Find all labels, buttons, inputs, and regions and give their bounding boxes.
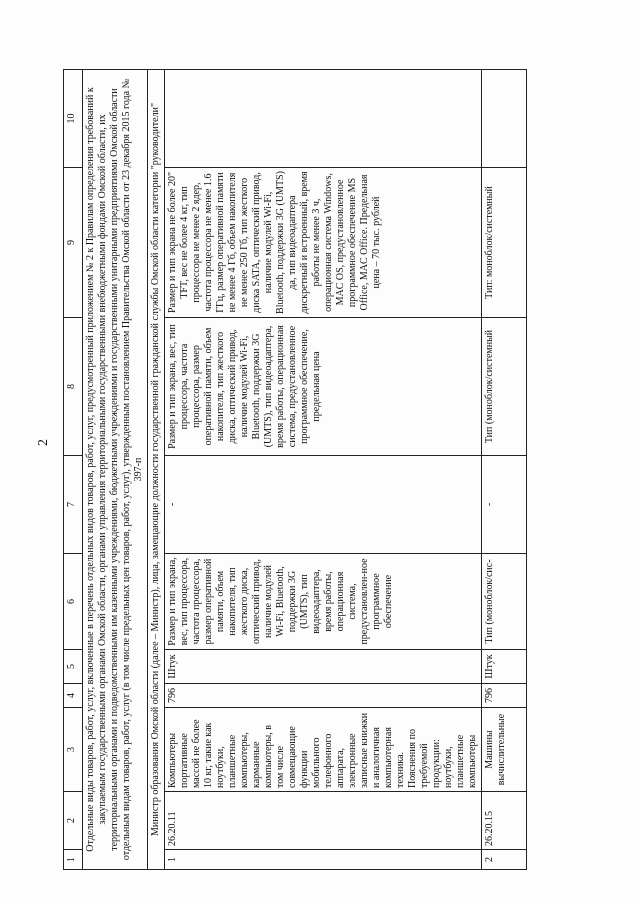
column-10-value bbox=[482, 70, 527, 168]
characteristic-name: Размер и тип экрана, вес, тип процессора, частота процессора, размер оперативной памяти, объем накопителя, тип жесткого диска, оптический привод, наличие модулей Wi-Fi, Bluetooth, поддержки 3G (UMTS), тип видеоадаптера, время работы, операционная система, предустановлен-ное программное обеспечение bbox=[165, 554, 482, 650]
column-header: 8 bbox=[64, 318, 83, 456]
section-title: Отдельные виды товаров, работ, услуг, включенные в перечень отдельных видов товаров, работ, услуг, предусмотренный приложением № 2 к Правилам определения требований к закупаемым государственными органами Омской области, органами управления территориальными государственными внебюджетными фондами Омской области, их территориальными органами и подведомственными им казенными учреждениями, бюджетными учреждениями и государственными унитарными предприятиями Омской области отдельным видам товаров, работ, услуг (в том числе предельных цен товаров, работ, услуг), утвержденным постановлением Правительства Омской области от 23 декабря 2015 года № 397-п bbox=[83, 70, 148, 870]
product-name: Компьютеры портативные массой не более 10 кг, такие как ноутбуки, планшетные компьютеры, карманные компьютеры, в том числе совмещающие функции мобильного телефонного аппарата, электронные записные книжки и аналогичная компьютерная техника. Пояснения по требуемой продукции: ноутбуки, планшетные компьютеры bbox=[165, 708, 482, 792]
row-number: 2 bbox=[482, 850, 527, 870]
column-7-value: - bbox=[165, 456, 482, 554]
okei-code: 796 bbox=[482, 684, 527, 708]
okpd-code: 26.20.11 bbox=[165, 792, 482, 850]
table-row bbox=[482, 70, 527, 870]
page-number: 2 bbox=[36, 439, 51, 446]
column-header: 9 bbox=[64, 168, 83, 318]
product-name: Машины вычислительные bbox=[482, 708, 527, 792]
column-7-value: - bbox=[482, 456, 527, 554]
column-header: 1 bbox=[64, 850, 83, 870]
requirements-table bbox=[63, 69, 527, 870]
unit-name: Штук bbox=[165, 650, 482, 684]
column-header: 5 bbox=[64, 650, 83, 684]
okpd-code: 26.20.15 bbox=[482, 792, 527, 850]
column-10-value bbox=[165, 70, 482, 168]
table-row bbox=[165, 70, 482, 870]
column-header: 2 bbox=[64, 792, 83, 850]
section-title-row bbox=[83, 70, 148, 870]
row-number: 1 bbox=[165, 850, 482, 870]
rotated-table-sheet bbox=[63, 70, 623, 870]
column-header: 10 bbox=[64, 70, 83, 168]
column-header: 4 bbox=[64, 684, 83, 708]
column-header: 6 bbox=[64, 554, 83, 650]
column-9-value: Тип: моноблок/системный bbox=[482, 168, 527, 318]
okei-code: 796 bbox=[165, 684, 482, 708]
characteristic-name: Тип (моноблок/сис- bbox=[482, 554, 527, 650]
column-8-value: Тип (моноблок/системный bbox=[482, 318, 527, 456]
subsection-title-row bbox=[148, 70, 165, 870]
subsection-title: Министр образования Омской области (далее – Министр), лица, замещающие должности государственной гражданской службы Омской области категории "руководители" bbox=[148, 70, 165, 870]
column-header: 7 bbox=[64, 456, 83, 554]
column-number-row bbox=[64, 70, 83, 870]
column-9-value: Размер и тип экрана не более 20" TFT, вес не более 4 кг, тип процессора не менее 2 ядер, частота процессора не менее 1.6 ГГц, размер оперативной памяти не менее 4 Гб, объем накопителя не менее 250 Гб, тип жесткого диска SATA, оптический привод, наличие модулей Wi-Fi, Bluetooth, поддержки 3G (UMTS) да, тип видеоадаптера дискретный и встроенный, время работы не менее 3 ч, операционная система Windows, MAC OS, предустановленное программное обеспечение MS Office, MAC Office. Предельная цена – 70 тыс. рублей bbox=[165, 168, 482, 318]
column-header: 3 bbox=[64, 708, 83, 792]
column-8-value: Размер и тип экрана, вес, тип процессора, частота процессора, размер оперативной памяти, объем накопителя, тип жесткого диска, оптический привод, наличие модулей Wi-Fi, Bluetooth, поддержки 3G (UMTS), тип видеоадаптера, время работы, операционная система, предустановленное программное обеспечение, предельная цена bbox=[165, 318, 482, 456]
unit-name: Штук bbox=[482, 650, 527, 684]
